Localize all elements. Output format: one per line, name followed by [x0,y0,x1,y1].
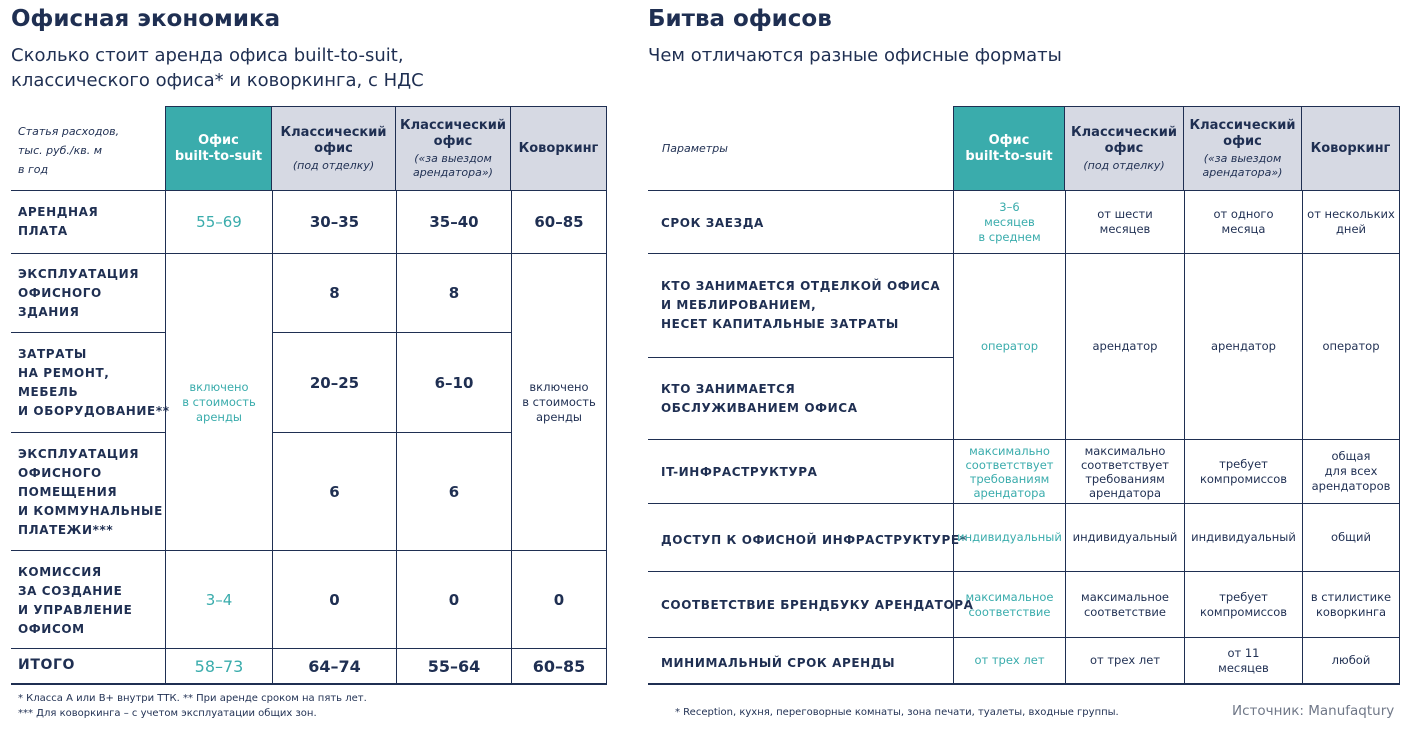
left-header-bts [165,106,272,190]
cell-rent-coworking [512,191,606,253]
rcell-term-bts [954,638,1065,683]
cell-line: месяцев [984,214,1035,229]
rcell-operator-bts [954,254,1065,439]
header-title-line: Офис [198,132,239,148]
header-title-line: офис [314,140,353,156]
cell-text [1200,457,1287,487]
cell-line: арендатора [973,485,1046,500]
rcell-move-in-coworking [1303,191,1399,253]
cell-line: от шести [1097,207,1153,221]
left-title: Офисная экономика [11,6,281,32]
rule [11,432,165,433]
header-note-line: (под отделку) [292,158,375,172]
cell-line: максимально [969,443,1050,458]
header-title-line: Офис [988,132,1030,148]
cell-text: от трех лет [1089,653,1161,667]
rcell-term-vacated [1185,638,1302,683]
cell-value: 64–74 [308,656,361,676]
rlabel-it [661,463,818,482]
included-line: включено [189,379,249,394]
cell-rent-bts [166,191,272,253]
corner-label-line: в год [18,163,49,176]
header-note-line: («за выездом [1203,151,1282,165]
row-label-line: МЕБЕЛЬ [18,385,79,399]
header-title-line: Классический [1071,124,1177,140]
cell-text [1213,207,1273,237]
cell-renovation-classic [273,333,396,432]
cell-value: 55–69 [196,213,242,231]
cell-text [966,590,1054,620]
cell-renovation-vacated [397,333,511,432]
col-line [1399,190,1400,684]
header-title-line: Классический [280,124,387,140]
cell-text [1200,590,1287,620]
corner-label-line: Статья расходов, [18,125,120,138]
row-label-line: ЗА СОЗДАНИЕ [18,584,123,598]
row-label-line: СРОК ЗАЕЗДА [661,216,764,230]
cell-premises-ops-classic [273,433,396,550]
left-header-coworking [511,106,607,190]
corner-label-line: тыс. руб./кв. м [18,144,103,157]
row-label-line: И КОММУНАЛЬНЫЕ [18,504,163,518]
cell-line: от нескольких [1307,207,1395,221]
rcell-move-in-bts [954,191,1065,253]
rcell-tenant-vacated [1185,254,1302,439]
cell-line: максимальное [965,589,1054,604]
row-label-line: ПЛАТА [18,224,68,238]
header-title-line: офис [433,133,473,149]
row-label-line: НА РЕМОНТ, [18,366,110,380]
rlabel-maintenance [661,380,858,418]
cell-commission-bts [166,551,272,648]
left-subtitle-line-1: Сколько стоит аренда офиса built-to-suit, [11,45,404,66]
row-label-line: ОФИСОМ [18,622,85,636]
header-note-line: (под отделку) [1083,158,1165,172]
rcell-access-classic [1066,504,1184,571]
header-title-line: Классический [1189,117,1296,133]
cell-commission-classic [273,551,396,648]
cell-total-classic [273,649,396,683]
row-label-line: КОМИССИЯ [18,565,102,579]
rlabel-min-term [661,654,895,673]
cell-text [1081,444,1169,500]
cell-line: 3–6 [999,199,1020,214]
row-label-line: ЗДАНИЯ [18,305,80,319]
cell-line: месяцев [1099,222,1151,236]
cell-value: 8 [448,284,460,302]
cell-line: максимальное [1081,589,1169,604]
header-title-line: Коворкинг [1310,140,1391,156]
cell-line: требованиям [1085,471,1165,486]
rcell-brand-vacated [1185,572,1302,637]
header-title-line: Коворкинг [518,140,599,156]
cell-value: 0 [553,590,565,609]
row-label-commission [18,563,132,639]
rcell-access-coworking [1303,504,1399,571]
row-label-rent [18,203,98,241]
row-label-line: МИНИМАЛЬНЫЙ СРОК АРЕНДЫ [661,656,896,670]
row-label-line: ДОСТУП К ОФИСНОЙ ИНФРАСТРУКТУРЕ* [661,533,967,547]
rcell-move-in-vacated [1185,191,1302,253]
cell-line: для всех [1324,464,1378,478]
cell-value: 0 [448,590,460,609]
right-corner-label: Параметры [662,142,728,155]
cell-commission-coworking [512,551,606,648]
cell-value: 6 [448,482,460,501]
rcell-access-vacated [1185,504,1302,571]
cell-value: 20–25 [309,373,360,392]
cell-line: дней [1335,222,1367,236]
header-title-line: built-to-suit [965,148,1053,164]
cell-line: от 11 [1227,645,1260,660]
row-label-line: ОБСЛУЖИВАНИЕМ ОФИСА [661,401,858,415]
cell-total-bts [166,649,272,683]
cell-text [1218,646,1269,676]
cell-value: 3–4 [205,590,233,609]
rcell-brand-classic [1066,572,1184,637]
cell-text: от трех лет [974,653,1045,667]
cell-line: требованиям [969,471,1050,486]
cell-premises-ops-vacated [397,433,511,550]
row-label-line: ОФИСНОГО [18,286,102,300]
row-label-line: ПОМЕЩЕНИЯ [18,485,118,499]
rcell-it-coworking [1303,440,1399,503]
cell-line: компромиссов [1199,604,1288,619]
row-label-total [18,656,75,675]
cell-text [965,444,1053,500]
cell-value: 60–85 [532,656,586,676]
right-header-classic-fitout [1065,106,1184,190]
cell-value: 6–10 [434,373,474,392]
cell-line: соответствие [968,604,1051,619]
rcell-it-classic [1066,440,1184,503]
cell-text: индивидуальный [1191,530,1296,544]
cell-text: индивидуальный [1072,530,1178,544]
header-note-line: арендатора») [1202,165,1283,179]
cell-line: соответствует [1080,457,1170,472]
rcell-it-bts [954,440,1065,503]
included-line: в стоимость [182,394,256,409]
cell-text: любой [1331,653,1371,667]
rlabel-brandbook [661,596,974,615]
row-label-line: АРЕНДНАЯ [18,205,99,219]
row-label-line: И УПРАВЛЕНИЕ [18,603,133,617]
rule [11,683,607,685]
row-label-line: ОФИСНОГО [18,466,102,480]
cell-line: коворкинга [1315,604,1387,619]
rcell-it-vacated [1185,440,1302,503]
row-label-line: IT-ИНФРАСТРУКТУРА [661,465,818,479]
cell-line: требует [1219,456,1268,471]
cell-line: в среднем [978,229,1041,244]
cell-text: оператор [980,339,1038,353]
cell-text: общий [1331,530,1371,544]
cell-text [1307,207,1395,237]
rcell-operator-coworking [1303,254,1399,439]
cell-total-vacated [397,649,511,683]
right-title: Битва офисов [648,6,832,32]
row-label-line: СООТВЕТСТВИЕ БРЕНДБУКУ АРЕНДАТОРА [661,598,974,612]
header-title-line: офис [1104,140,1144,156]
cell-building-ops-classic [273,254,396,332]
included-line: включено [529,379,589,394]
row-label-line: КТО ЗАНИМАЕТСЯ [661,382,796,396]
right-subtitle: Чем отличаются разные офисные форматы [648,45,1062,66]
cell-coworking-included [512,254,606,550]
row-label-premises-ops [18,445,163,540]
row-label-line: ИТОГО [18,657,75,673]
included-line: аренды [196,409,242,424]
cell-text [1312,449,1391,494]
cell-total-coworking [512,649,606,683]
cell-bts-included [166,254,272,550]
cell-line: месяца [1221,222,1266,236]
rlabel-access [661,531,967,550]
header-note-line: («за выездом [414,151,492,165]
row-label-line: ЭКСПЛУАТАЦИЯ [18,267,140,281]
included-line: аренды [536,409,582,424]
cell-commission-vacated [397,551,511,648]
left-corner-label [18,122,119,179]
cell-line: от одного [1213,207,1274,221]
cell-line: компромиссов [1199,471,1288,486]
cell-value: 55–64 [427,656,481,676]
rule [648,357,953,358]
header-title-line: Классический [400,117,506,133]
right-header-classic-vacated [1184,106,1302,190]
cell-value: 0 [329,590,340,609]
cell-line: соответствие [1083,604,1166,619]
row-label-line: И МЕБЛИРОВАНИЕМ, [661,298,817,312]
cell-value: 60–85 [534,213,584,231]
source-note: Источник: Manufaqtury [1232,703,1395,719]
cell-line: месяцев [1218,660,1269,675]
office-battle-panel [640,0,1416,735]
cell-value: 8 [329,284,340,302]
cell-rent-classic [273,191,396,253]
cell-text [1097,207,1152,237]
header-title-line: built-to-suit [174,148,263,164]
cell-line: максимально [1084,443,1166,458]
rlabel-fitout [661,277,940,334]
cell-value: 58–73 [194,656,244,676]
rcell-move-in-classic [1066,191,1184,253]
left-footnote-2: *** Для коворкинга – с учетом эксплуатации общих зон. [18,708,317,719]
cell-building-ops-vacated [397,254,511,332]
row-label-line: ЭКСПЛУАТАЦИЯ [18,447,140,461]
row-label-renovation [18,345,170,421]
cell-line: в стилистике [1310,589,1392,604]
cell-value: 6 [329,482,340,501]
row-label-building-ops [18,265,139,322]
row-label-line: ПЛАТЕЖИ*** [18,523,114,537]
header-title-line: офис [1223,133,1262,149]
rule [11,332,165,333]
left-header-classic-vacated [396,106,511,190]
cell-value: 35–40 [429,213,479,231]
cell-text [1081,590,1169,620]
row-label-line: ЗАТРАТЫ [18,347,87,361]
row-label-line: КТО ЗАНИМАЕТСЯ ОТДЕЛКОЙ ОФИСА [661,279,941,293]
cell-text [1311,590,1391,620]
included-text [182,380,255,425]
office-economics-panel [0,0,620,735]
rcell-term-classic [1066,638,1184,683]
rcell-tenant-classic [1066,254,1184,439]
right-header-bts [953,106,1065,190]
cell-line: требует [1219,589,1268,604]
cell-line: арендаторов [1311,479,1391,493]
right-footnote: * Reception, кухня, переговорные комнаты, зона печати, туалеты, входные группы. [675,707,1119,718]
left-subtitle-line-2: классического офиса* и коворкинга, с НДС [11,70,424,91]
included-text [522,380,595,425]
rule [648,683,1400,685]
cell-text [978,200,1040,245]
cell-line: общая [1331,449,1371,463]
cell-line: арендатора [1088,485,1162,500]
cell-text: арендатор [1211,339,1276,353]
cell-text: индивидуальный [957,530,1062,544]
cell-line: соответствует [965,457,1054,472]
included-line: в стоимость [522,394,596,409]
rlabel-move-in [661,214,764,233]
cell-text: оператор [1322,339,1380,353]
row-label-line: И ОБОРУДОВАНИЕ** [18,404,170,418]
left-header-classic-fitout [272,106,396,190]
rcell-brand-bts [954,572,1065,637]
header-note-line: арендатора») [413,165,493,179]
row-label-line: НЕСЕТ КАПИТАЛЬНЫЕ ЗАТРАТЫ [661,317,899,331]
cell-rent-vacated [397,191,511,253]
cell-value: 30–35 [309,213,360,231]
rcell-term-coworking [1303,638,1399,683]
rcell-access-bts [954,504,1065,571]
rcell-brand-coworking [1303,572,1399,637]
col-line [606,190,607,684]
right-header-coworking [1302,106,1400,190]
left-footnote-1: * Класса А или В+ внутри ТТК. ** При аренде сроком на пять лет. [18,693,367,704]
cell-text: арендатор [1092,339,1158,353]
